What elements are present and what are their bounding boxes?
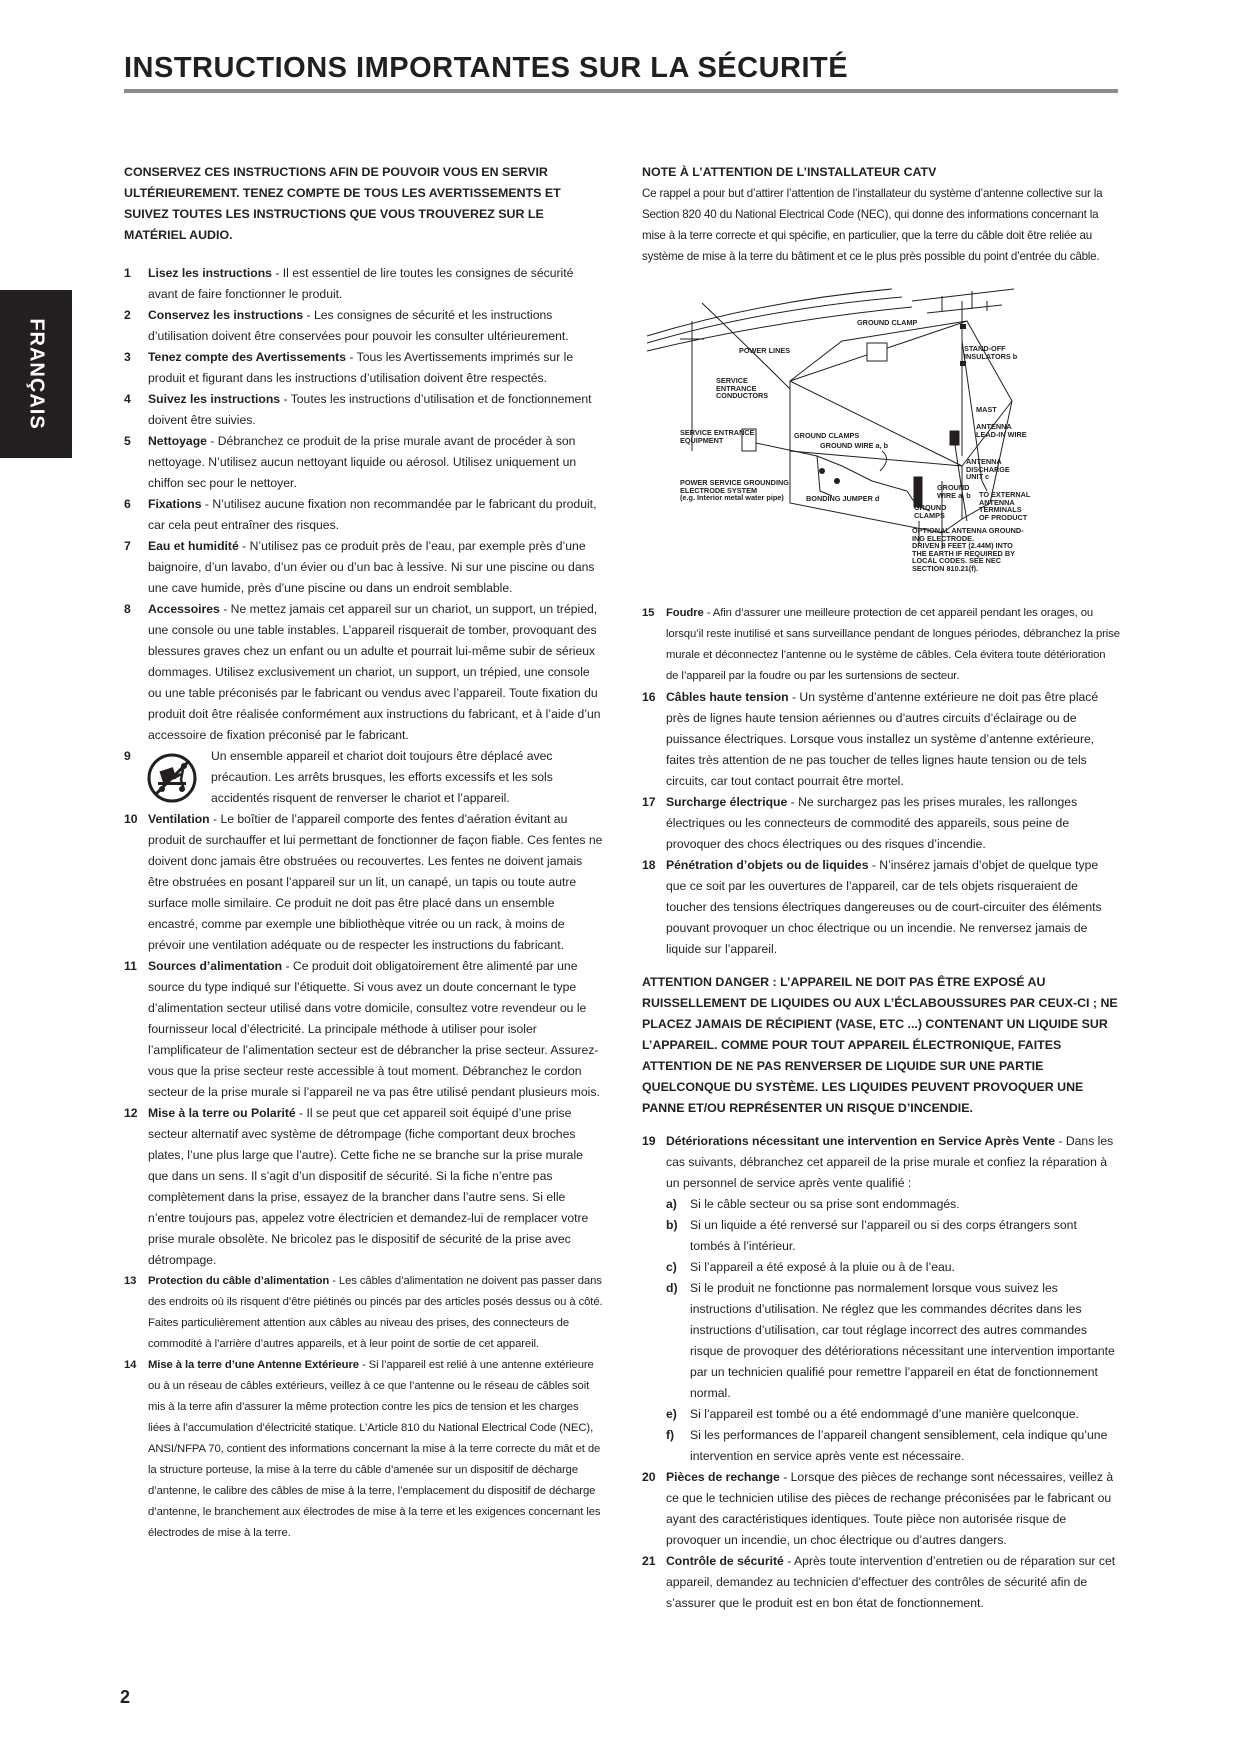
item-heading: Foudre (666, 607, 704, 619)
sub-item-letter: d) (666, 1281, 678, 1295)
item-9-text: Un ensemble appareil et chariot doit toujours être déplacé avec précaution. Les arrêts brusques, les efforts excessifs et les sols accidentés risquent de renverser le chariot et l’appareil. (211, 749, 553, 805)
label-ground-clamps-2: GROUND CLAMPS (914, 503, 947, 520)
item-text: - N’utilisez pas ce produit près de l’eau, par exemple près d’une baignoire, d’un lavabo, d’un évier ou d’un bac à lessive. Ni sur une piscine ou dans une cave humide, près d’une piscine ou dans un endroit semblable. (148, 539, 595, 595)
item-text: - Si l’appareil est relié à une antenne extérieure ou à un réseau de câbles extérieurs, veillez à ce que l’antenne ou le réseau de câbles soit mis à la terre afin d’assurer la même protection contre les pics de tension et les charges liées à l’accumulation d’électricité statique. L’Article 810 du National Electrical Code (NEC), ANSI/NFPA 70, contient des informations concernant la mise à la terre correcte du mât et de la structure porteuse, la mise à la terre du câble d’amenée sur un dispositif de décharge d’antenne, le calibre des câbles de mise à la terre, l’emplacement du dispositif de décharge d’antenne, le branchement aux électrodes de mise à la terre et les exigences concernant les électrodes de mise à la terre. (148, 1359, 601, 1539)
label-bonding-jumper: BONDING JUMPER d (806, 494, 880, 503)
item-text: - Les câbles d’alimentation ne doivent pas passer dans des endroits où ils risquent d’être piétinés ou pincés par des articles posés dessus ou à côté. Faites particulièrement attention aux câbles au niveau des prises, des connecteurs de commodité à l’arrière d’autres appareils, et à leur point de sortie de cet appareil. (148, 1275, 603, 1350)
list-item-8 (124, 599, 604, 746)
catv-heading: NOTE À L’ATTENTION DE L’INSTALLATEUR CATV (642, 165, 937, 179)
item-number: 2 (124, 308, 131, 322)
list-item-4 (124, 389, 604, 431)
list-item-14 (124, 1355, 604, 1544)
sub-item (642, 1278, 1120, 1404)
item-text: - Après toute intervention d’entretien ou de réparation sur cet appareil, demandez au technicien d’effectuer des contrôles de sécurité afin de s’assurer que le produit est en bon état de fonctionnement. (666, 1554, 1116, 1610)
item-text: - Ce produit doit obligatoirement être alimenté par une source du type indiqué sur l’étiquette. Si vous avez un doute concernant le type d’alimentation secteur utilisé dans votre domicile, consultez votre revendeur ou le fournisseur local d’électricité. La principale méthode à utiliser pour isoler l’amplificateur de l’alimentation secteur est de débrancher la prise secteur. Assurez-vous que la prise secteur reste accessible à tout moment. Débranchez le cordon secteur de la prise murale si l’appareil ne va pas être utilisé pendant plusieurs mois. (148, 959, 600, 1099)
language-tab-label: FRANÇAIS (25, 318, 48, 430)
item-number: 19 (642, 1134, 656, 1148)
item-number: 13 (124, 1275, 137, 1287)
list-item-19 (642, 1131, 1120, 1194)
danger-warning: ATTENTION DANGER : L’APPAREIL NE DOIT PAS ÊTRE EXPOSÉ AU RUISSELLEMENT DE LIQUIDES OU AUX L’ÉCLABOUSSURES PAR CEUX-CI ; NE PLACEZ JAMAIS DE RÉCIPIENT (VASE, ETC ...) CONTENANT UN LIQUIDE SUR L’APPAREIL. COMME POUR TOUT APPAREIL ÉLECTRONIQUE, FAITES ATTENTION DE NE PAS RENVERSER DE LIQUIDE SUR UNE PARTIE QUELCONQUE DU SYSTÈME. LES LIQUIDES PEUVENT PROVOQUER UNE PANNE ET/OU REPRÉSENTER UN RISQUE D’INCENDIE. (642, 975, 1118, 1115)
instruction-list-4 (642, 1467, 1120, 1614)
label-optional-electrode: OPTIONAL ANTENNA GROUND- ING ELECTRODE. DRIVEN 8 FEET (2.44M) INTO THE EARTH IF REQUIRED BY LOCAL CODES. SEE NEC SECTION 810.21(f). (912, 526, 1024, 573)
list-item-5 (124, 431, 604, 494)
item-number: 9 (124, 749, 131, 763)
item-text: - N’utilisez aucune fixation non recommandée par le fabricant du produit, car cela peut entraîner des risques. (148, 497, 597, 532)
sub-item (642, 1194, 1120, 1215)
item-number: 14 (124, 1359, 137, 1371)
item-number: 11 (124, 959, 137, 973)
item-heading: Contrôle de sécurité (666, 1554, 784, 1568)
sub-item-text: Si le câble secteur ou sa prise sont endommagés. (690, 1197, 960, 1211)
item-number: 12 (124, 1106, 138, 1120)
item-number: 15 (642, 607, 655, 619)
sub-item-text: Si les performances de l’appareil changent sensiblement, cela indique qu’une intervention en service après vente est nécessaire. (690, 1428, 1108, 1463)
list-item-18 (642, 855, 1120, 960)
list-item-16 (642, 687, 1120, 792)
item-text: - Il est essentiel de lire toutes les consignes de sécurité avant de faire fonctionner le produit. (148, 266, 574, 301)
item-text: - N’insérez jamais d’objet de quelque type que ce soit par les ouvertures de l’appareil, car de tels objets risqueraient de toucher des tensions électriques dangereuses ou de court-circuiter des éléments pouvant provoquer un choc électrique ou un incendie. Ne renversez jamais de liquide sur l’appareil. (666, 858, 1102, 956)
sub-item-text: Si un liquide a été renversé sur l’appareil ou si des corps étrangers sont tombés à l’intérieur. (690, 1218, 1077, 1253)
sub-item-letter: e) (666, 1407, 677, 1421)
item-number: 8 (124, 602, 131, 616)
item-number: 6 (124, 497, 131, 511)
item-number: 18 (642, 858, 656, 872)
item-text: - Un système d’antenne extérieure ne doit pas être placé près de lignes haute tension aériennes ou d’autres circuits d’éclairage ou de puissance électriques. Lorsque vous installez un système d’antenne extérieure, faites très attention de ne pas toucher de telles lignes haute tension ou de tels circuits, car tout contact pourrait être mortel. (666, 690, 1099, 788)
item-text: - Toutes les instructions d’utilisation et de fonctionnement doivent être suivies. (148, 392, 592, 427)
sub-item-letter: b) (666, 1218, 678, 1232)
label-to-external-antenna: TO EXTERNAL ANTENNA TERMINALS OF PRODUCT (979, 490, 1031, 522)
list-item-17 (642, 792, 1120, 855)
item-heading: Pièces de rechange (666, 1470, 780, 1484)
list-item-11 (124, 956, 604, 1103)
list-item-15 (642, 603, 1120, 687)
label-power-service-grounding: POWER SERVICE GROUNDING ELECTRODE SYSTEM (e.g. Interior metal water pipe) (680, 478, 789, 503)
cart-tip-warning-icon (146, 752, 198, 804)
item-text: - Ne mettez jamais cet appareil sur un chariot, un support, un trépied, une console ou une table instables. L’appareil risquerait de tomber, provoquant des blessures graves chez un enfant ou un adulte et pourrait lui-même subir de sérieux dommages. Utilisez exclusivement un chariot, un support, un trépied, une console ou une table préconisés par le fabricant ou vendus avec l’appareil. Toute fixation du produit doit être réalisée conformément aux instructions du fabricant, et à l’aide d’un accessoire de fixation préconisé par le fabricant. (148, 602, 601, 742)
label-antenna-discharge-unit: ANTENNA DISCHARGE UNIT c (966, 457, 1010, 482)
item-heading: Pénétration d’objets ou de liquides (666, 858, 869, 872)
list-item-13 (124, 1271, 604, 1355)
label-ground-clamps: GROUND CLAMPS (794, 431, 860, 440)
item-text: - Dans les cas suivants, débranchez cet appareil de la prise murale et confiez la réparation à un personnel de service après vente qualifié : (666, 1134, 1114, 1190)
page-title: INSTRUCTIONS IMPORTANTES SUR LA SÉCURITÉ (124, 52, 849, 84)
item-text: - Le boîtier de l’appareil comporte des fentes d’aération évitant au produit de surchauffer et lui permettant de fonctionner de façon fiable. Ces fentes ne doivent donc jamais être obstruées ou recouvertes. Les fentes ne doivent jamais être obstruées en posant l’appareil sur un lit, un canapé, un tapis ou toute autre surface molle similaire. Ce produit ne doit pas être placé dans un ensemble encastré, comme par exemple une bibliothèque vitrée ou un rack, à moins de prévoir une ventilation adéquate ou de respecter les instructions du fabricant. (148, 812, 603, 952)
sub-item-letter: f) (666, 1428, 675, 1442)
catv-text: Ce rappel a pour but d’attirer l’attention de l’installateur du système d’antenne collective sur la Section 820 40 du National Electrical Code (NEC), qui donne des informations concernant la mise à la terre correcte et qui spécifie, en particulier, que la terre du câble doit être reliée au système de mise à la terre du bâtiment et ce le plus près possible du point d’entrée du câble. (642, 187, 1103, 263)
label-service-entrance-equipment: SERVICE ENTRANCE EQUIPMENT (680, 428, 755, 445)
list-item-2 (124, 305, 604, 347)
title-rule (124, 89, 1118, 93)
language-tab (0, 290, 72, 458)
item-heading: Accessoires (148, 602, 220, 616)
sub-item (642, 1404, 1120, 1425)
list-item-20 (642, 1467, 1120, 1551)
page-number: 2 (120, 1687, 131, 1707)
item-heading: Suivez les instructions (148, 392, 281, 406)
item-text: - Lorsque des pièces de rechange sont nécessaires, veillez à ce que le technicien utilise des pièces de rechange préconisées par le fabricant ou ayant des caractéristiques identiques. Toute pièce non autorisée risque de provoquer un incendie, un choc électrique ou d’autres dangers. (666, 1470, 1114, 1547)
item-text: - Ne surchargez pas les prises murales, les rallonges électriques ou les connecteurs de commodité des appareils, sous peine de provoquer des chocs électriques ou des risques d’incendie. (666, 795, 1078, 851)
sub-item-text: Si l’appareil est tombé ou a été endommagé d’une manière quelconque. (690, 1407, 1079, 1421)
label-ground-clamp: GROUND CLAMP (857, 318, 918, 327)
item-heading: Lisez les instructions (148, 266, 272, 280)
item-heading: Surcharge électrique (666, 795, 788, 809)
item-number: 4 (124, 392, 131, 406)
label-power-lines: POWER LINES (739, 346, 791, 355)
item-text: - Tous les Avertissements imprimés sur le produit et figurant dans les instructions d’utilisation doivent être respectés. (148, 350, 574, 385)
list-item-1 (124, 263, 604, 305)
label-antenna-leadin: ANTENNA LEAD-IN WIRE (976, 422, 1027, 439)
item-text: - Il se peut que cet appareil soit équipé d’une prise secteur alternatif avec système de détrompage (fiche comportant deux broches plates, l’une plus large que l’autre). Cette fiche ne se branche sur la prise murale que dans un sens. Il s’agit d’un dispositif de sécurité. Si la fiche n’entre pas complètement dans la prise, essayez de la brancher dans l’autre sens. Si elle n’entre toujours pas, appelez votre électricien et demandez-lui de remplacer votre prise murale obsolète. Ne bricolez pas le dispositif de sécurité de la prise avec détrompage. (148, 1106, 589, 1267)
sub-item (642, 1215, 1120, 1257)
label-ground-wire-2: GROUND WIRE a, b (937, 483, 971, 500)
list-item-7 (124, 536, 604, 599)
instruction-list-3 (642, 603, 1120, 960)
list-item-9 (124, 746, 604, 809)
item-number: 1 (124, 266, 131, 280)
sub-item-letter: a) (666, 1197, 677, 1211)
item-heading: Mise à la terre d’une Antenne Extérieure (148, 1359, 359, 1371)
item-heading: Câbles haute tension (666, 690, 789, 704)
item-heading: Mise à la terre ou Polarité (148, 1106, 296, 1120)
item-number: 17 (642, 795, 656, 809)
item-number: 5 (124, 434, 131, 448)
right-column (642, 162, 1120, 1614)
item-number: 3 (124, 350, 131, 364)
label-standoff-insulators: STAND-OFF INSULATORS b (964, 344, 1018, 361)
label-service-entrance-conductors: SERVICE ENTRANCE CONDUCTORS (716, 376, 769, 401)
item-heading: Ventilation (148, 812, 210, 826)
sub-item-text: Si le produit ne fonctionne pas normalement lorsque vous suivez les instructions d’utilisation. Ne réglez que les commandes décrites dans les instructions d’utilisation, car tout réglage incorrect des autres commandes risque de provoquer des détériorations nécessitant une intervention importante par un technicien qualifié pour remettre l’appareil en état de fonctionnement normal. (690, 1281, 1115, 1400)
item-heading: Sources d’alimentation (148, 959, 283, 973)
item-number: 10 (124, 812, 138, 826)
list-item-21 (642, 1551, 1120, 1614)
item-text: - Les consignes de sécurité et les instructions d’utilisation doivent être conservées pour pouvoir les consulter ultérieurement. (148, 308, 569, 343)
instruction-list-2 (124, 809, 604, 1544)
item-number: 21 (642, 1554, 656, 1568)
list-item-12 (124, 1103, 604, 1271)
sub-item (642, 1257, 1120, 1278)
list-item-6 (124, 494, 604, 536)
sub-item-letter: c) (666, 1260, 677, 1274)
label-mast: MAST (976, 405, 997, 414)
damage-cases-list (642, 1194, 1120, 1467)
list-item-3 (124, 347, 604, 389)
item-heading: Nettoyage (148, 434, 207, 448)
item-number: 7 (124, 539, 131, 553)
item-heading: Fixations (148, 497, 202, 511)
item-heading: Détériorations nécessitant une intervention en Service Après Vente (666, 1134, 1055, 1148)
antenna-grounding-diagram (642, 281, 1120, 603)
item-number: 20 (642, 1470, 656, 1484)
item-heading: Eau et humidité (148, 539, 239, 553)
item-heading: Protection du câble d’alimentation (148, 1275, 330, 1287)
sub-item-text: Si l’appareil a été exposé à la pluie ou à de l’eau. (690, 1260, 955, 1274)
list-item-10 (124, 809, 604, 956)
item-number: 16 (642, 690, 656, 704)
label-ground-wire: GROUND WIRE a, b (820, 441, 889, 450)
intro-warning: CONSERVEZ CES INSTRUCTIONS AFIN DE POUVOIR VOUS EN SERVIR ULTÉRIEUREMENT. TENEZ COMPTE DE TOUS LES AVERTISSEMENTS ET SUIVEZ TOUTES LES INSTRUCTIONS QUE VOUS TROUVEREZ SUR LE MATÉRIEL AUDIO. (124, 165, 561, 242)
item-text: - Débranchez ce produit de la prise murale avant de procéder à son nettoyage. N’utilisez aucun nettoyant liquide ou aérosol. Utilisez uniquement un chiffon sec pour le nettoyer. (148, 434, 577, 490)
item-heading: Tenez compte des Avertissements (148, 350, 347, 364)
item-heading: Conservez les instructions (148, 308, 304, 322)
sub-item (642, 1425, 1120, 1467)
left-column (124, 162, 604, 1544)
item-text: - Afin d’assurer une meilleure protection de cet appareil pendant les orages, ou lorsqu’il reste inutilisé et sans surveillance pendant de longues périodes, débranchez la prise murale et déconnectez l’antenne ou le système de câbles. Cela évitera toute détérioration de l’appareil par la foudre ou par les surtensions de secteur. (666, 607, 1120, 682)
instruction-list (124, 263, 604, 746)
